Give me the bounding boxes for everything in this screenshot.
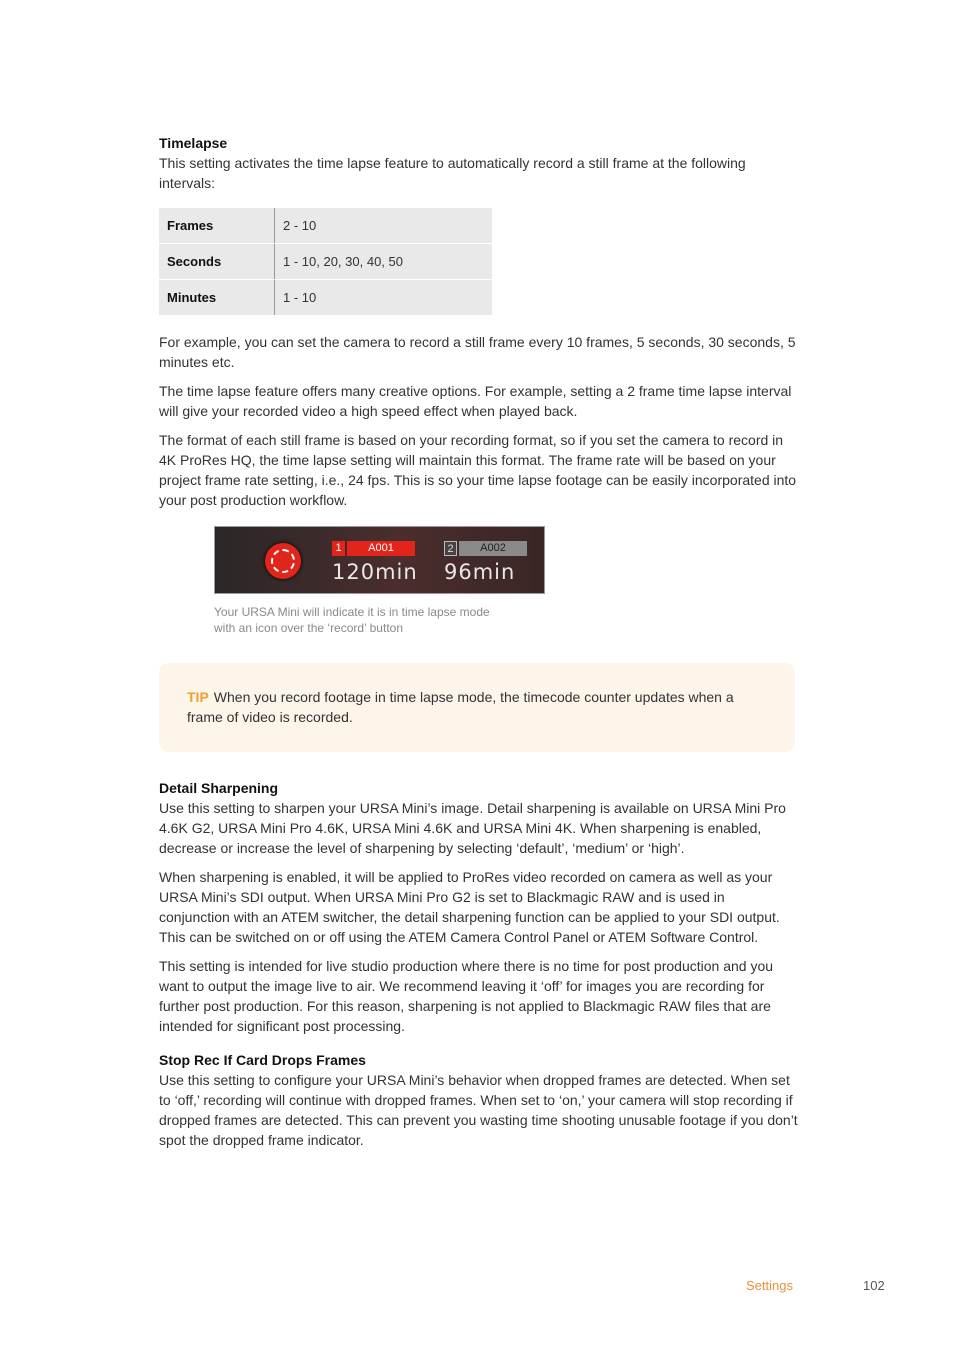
slot-number: 2 [444, 541, 457, 556]
table-value: 2 - 10 [275, 208, 493, 244]
tip-box [159, 663, 795, 752]
timelapse-heading: Timelapse [159, 135, 228, 151]
page-content [159, 133, 799, 1159]
timelapse-intro: This setting activates the time lapse feature to automatically record a still frame at the following intervals: [159, 155, 746, 191]
timelapse-paragraph: The format of each still frame is based on your recording format, so if you set the camera to record in 4K ProRes HQ, the time lapse setting will maintain this format. The frame rate will be based on your project frame rate setting, i.e., 24 fps. This is so your time lapse footage can be easily incorporated into your post production workflow. [159, 432, 797, 508]
stop-rec-paragraph: Use this setting to configure your URSA Mini’s behavior when dropped frames are detected. When set to ‘off,’ recording will continue with dropped frames. When set to ‘on,’ your camera will stop recording if dropped frames are detected. This can prevent you wasting time shooting unusable footage if you don’t spot the dropped frame indicator. [159, 1072, 798, 1148]
timelapse-record-icon [265, 543, 301, 579]
table-row [159, 280, 492, 316]
timelapse-paragraph: For example, you can set the camera to record a still frame every 10 frames, 5 seconds, 30 seconds, 5 minutes etc. [159, 334, 796, 370]
stop-rec-heading: Stop Rec If Card Drops Frames [159, 1052, 366, 1068]
table-key: Seconds [159, 244, 275, 280]
timelapse-paragraph: The time lapse feature offers many creative options. For example, setting a 2 frame time lapse interval will give your recorded video a high speed effect when played back. [159, 383, 792, 419]
table-row [159, 244, 492, 280]
slot-1-remaining-time: 120min [332, 560, 418, 584]
table-key: Frames [159, 208, 275, 244]
table-key: Minutes [159, 280, 275, 316]
footer-section-label: Settings [746, 1278, 793, 1293]
timelapse-hud-image [214, 526, 545, 594]
tip-text: When you record footage in time lapse mode, the timecode counter updates when a frame of video is recorded. [187, 689, 734, 725]
detail-sharpening-paragraph: Use this setting to sharpen your URSA Mini’s image. Detail sharpening is available on URSA Mini Pro 4.6K G2, URSA Mini Pro 4.6K, URSA Mini 4.6K and URSA Mini 4K. When sharpening is enabled, decrease or increase the level of sharpening by selecting ‘default’, ‘medium’ or ‘high’. [159, 800, 786, 856]
table-row [159, 208, 492, 244]
slot-number: 1 [332, 541, 345, 556]
slot-2-remaining-time: 96min [444, 560, 516, 584]
detail-sharpening-paragraph: This setting is intended for live studio production where there is no time for post production and you want to output the image live to air. We recommend leaving it ‘off’ for images you are recording for further post production. For this reason, sharpening is not applied to Blackmagic RAW files that are intended for significant post processing. [159, 958, 774, 1034]
tip-label: TIP [187, 689, 209, 705]
table-value: 1 - 10 [275, 280, 493, 316]
timelapse-clock-icon [271, 549, 295, 573]
clip-name: A002 [459, 541, 527, 556]
clip-name: A001 [347, 541, 415, 556]
table-value: 1 - 10, 20, 30, 40, 50 [275, 244, 493, 280]
page-number: 102 [863, 1278, 885, 1293]
detail-sharpening-heading: Detail Sharpening [159, 780, 279, 796]
image-caption: Your URSA Mini will indicate it is in time lapse mode with an icon over the ‘record’ button [214, 605, 490, 635]
timelapse-intervals-table [159, 208, 492, 316]
detail-sharpening-paragraph: When sharpening is enabled, it will be applied to ProRes video recorded on camera as well as your URSA Mini’s SDI output. When URSA Mini Pro G2 is set to Blackmagic RAW and is used in conjunction with an ATEM switcher, the detail sharpening function can be applied to your SDI output. This can be switched on or off using the ATEM Camera Control Panel or ATEM Software Control. [159, 869, 780, 945]
